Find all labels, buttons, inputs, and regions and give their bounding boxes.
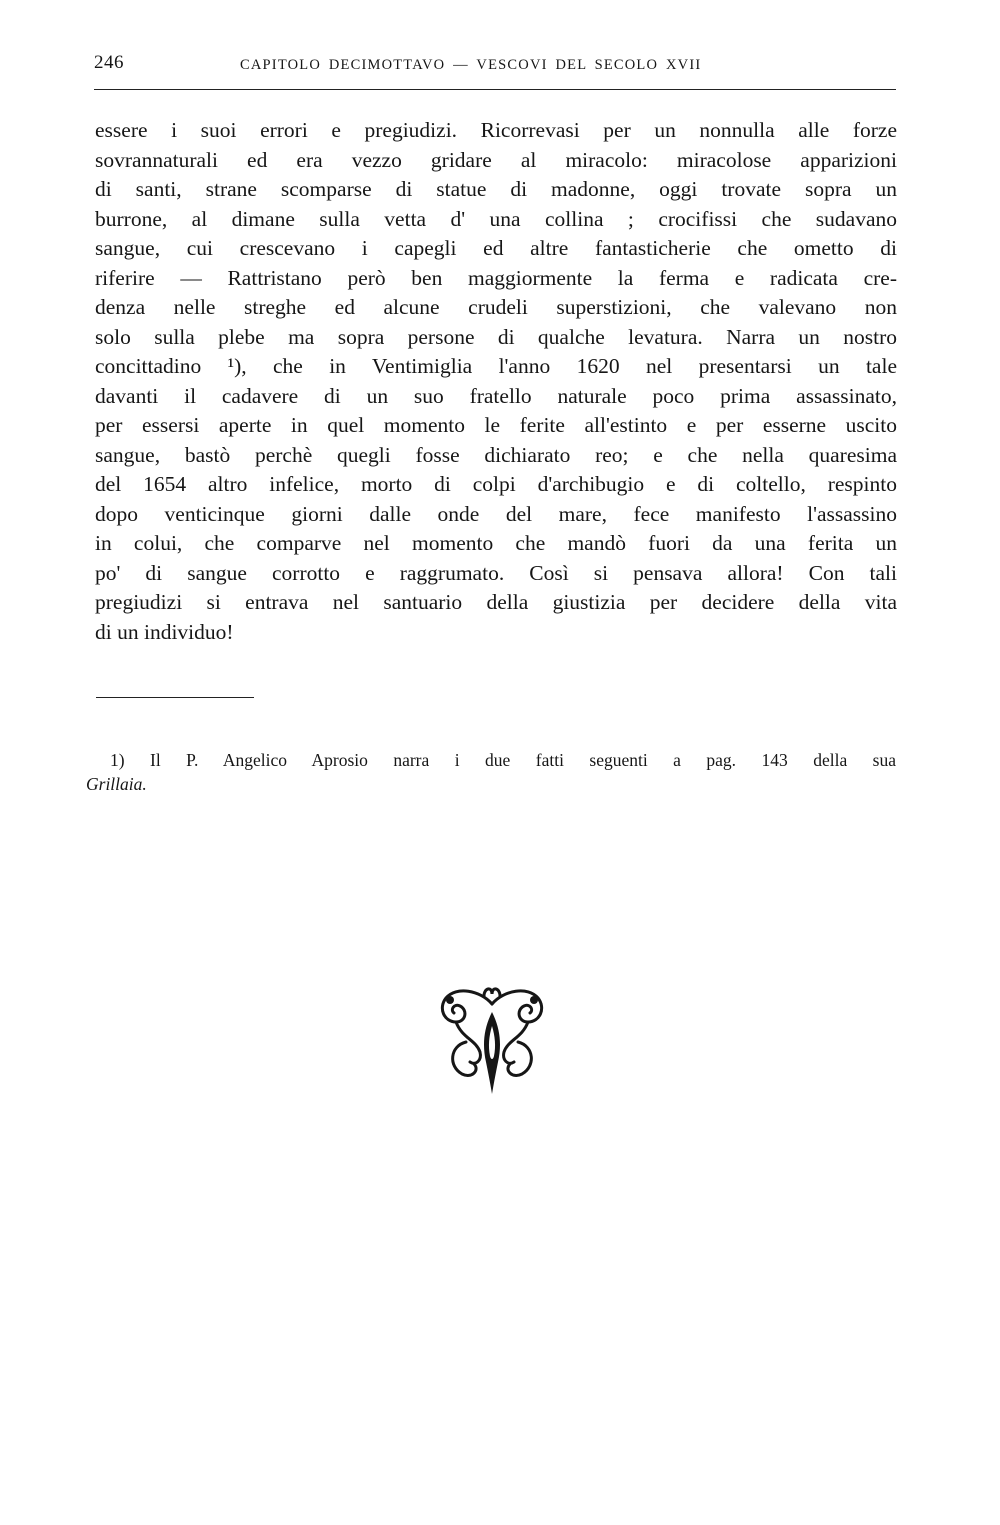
page-number: 246	[94, 52, 124, 73]
body-line: dopo venticinque giorni dalle onde del mare, fece manifesto l'assassino	[95, 501, 897, 526]
body-line: sangue, bastò perchè quegli fosse dichiarato reo; e che nella quaresima	[95, 442, 897, 467]
body-line: solo sulla plebe ma sopra persone di qualche levatura. Narra un nostro	[95, 324, 897, 349]
running-head: CAPITOLO DECIMOTTAVO — VESCOVI DEL SECOLO XVII	[240, 57, 702, 73]
footnote-book-title: Grillaia.	[86, 774, 147, 794]
body-line: sovrannaturali ed era vezzo gridare al miracolo: miracolose apparizioni	[95, 147, 897, 172]
body-line: pregiudizi si entrava nel santuario della giustizia per decidere della vita	[95, 590, 897, 614]
body-line: del 1654 altro infelice, morto di colpi d'archibugio e di coltello, respinto	[95, 472, 897, 496]
body-line: concittadino ¹), che in Ventimiglia l'anno 1620 nel presentarsi un tale	[95, 354, 897, 378]
body-line: davanti il cadavere di un suo fratello naturale poco prima assassinato,	[95, 383, 897, 408]
body-line: burrone, al dimane sulla vetta d' una collina ; crocifissi che sudavano	[95, 206, 897, 231]
footnote-separator	[96, 697, 254, 698]
body-line: sangue, cui crescevano i capegli ed altre fantasticherie che ometto di	[95, 236, 897, 260]
body-text	[95, 116, 897, 647]
body-line: di santi, strane scomparse di statue di madonne, oggi trovate sopra un	[95, 177, 897, 201]
footnote	[86, 748, 896, 796]
header-rule	[94, 89, 896, 90]
body-line: per essersi aperte in quel momento le ferite all'estinto e per esserne uscito	[95, 413, 897, 437]
body-line: riferire — Rattristano però ben maggiormente la ferma e radicata cre-	[95, 265, 897, 290]
body-line: denza nelle streghe ed alcune crudeli superstizioni, che valevano non	[95, 295, 897, 319]
body-line: di un individuo!	[95, 619, 234, 644]
floral-tailpiece-ornament-icon	[436, 982, 548, 1097]
body-line: in colui, che comparve nel momento che mandò fuori da una ferita un	[95, 531, 897, 555]
footnote-line	[86, 772, 896, 796]
body-line: essere i suoi errori e pregiudizi. Ricorrevasi per un nonnulla alle forze	[95, 118, 897, 142]
body-line: po' di sangue corrotto e raggrumato. Così si pensava allora! Con tali	[95, 560, 897, 585]
footnote-line: 1) Il P. Angelico Aprosio narra i due fatti seguenti a pag. 143 della sua	[110, 750, 896, 770]
